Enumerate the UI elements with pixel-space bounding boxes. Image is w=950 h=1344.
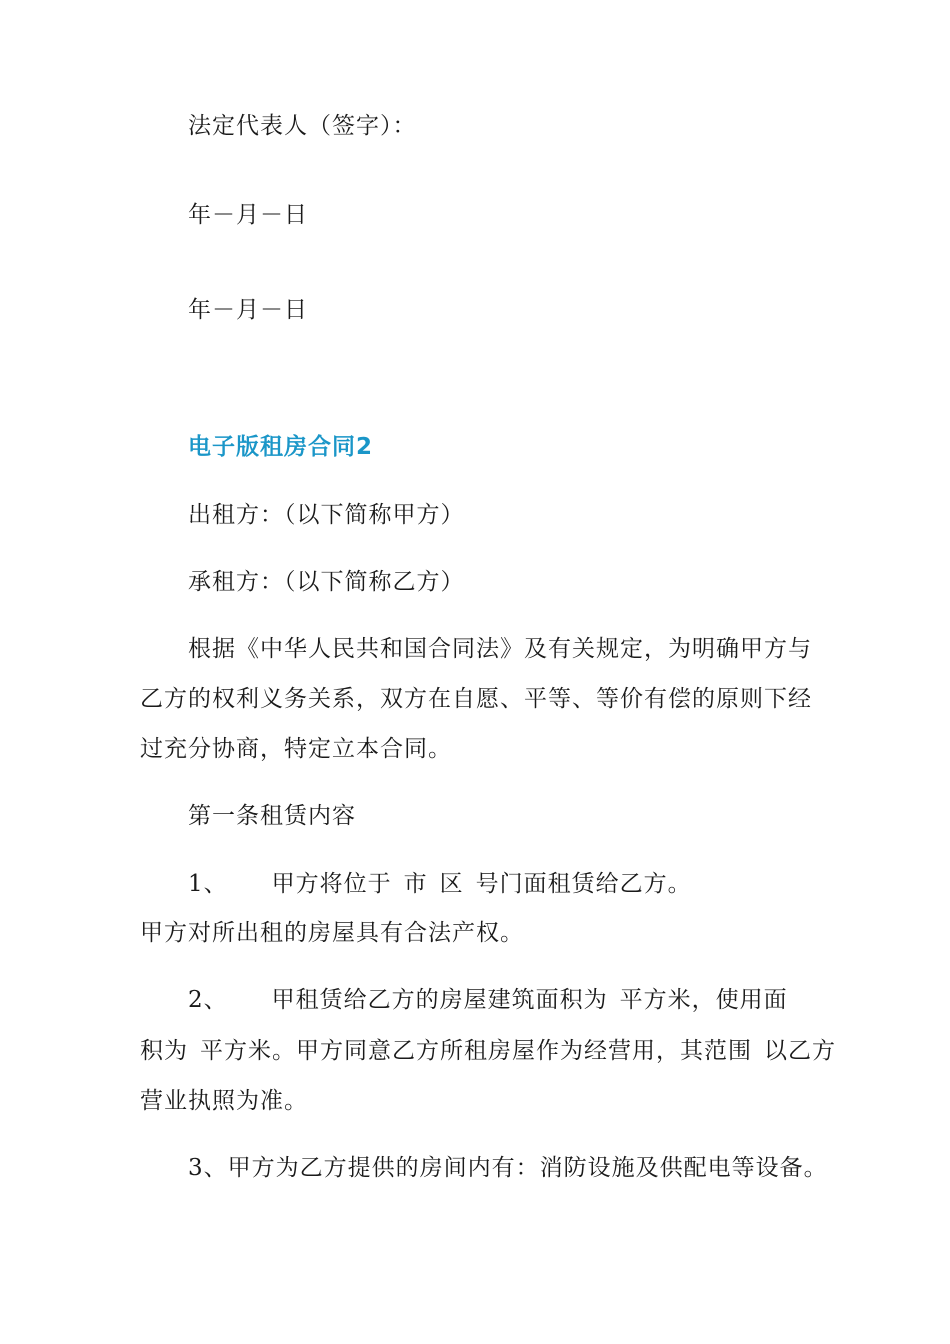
- item-text: 号门面租赁给乙方。: [475, 871, 692, 897]
- item-1-line: [188, 869, 692, 899]
- section-title: 电子版租房合同2: [188, 434, 374, 460]
- item-number: 2、: [188, 987, 228, 1013]
- item-1-continuation: 甲方对所出租的房屋具有合法产权。: [140, 920, 524, 946]
- article-title: 第一条租赁内容: [188, 803, 356, 829]
- item-text: 积为: [140, 1038, 188, 1064]
- item-text: 甲方将位于: [271, 871, 392, 897]
- item-text: 市: [403, 871, 428, 897]
- item-2-continuation: 营业执照为准。: [140, 1088, 308, 1114]
- lessee-line: 承租方：（以下简称乙方）: [188, 569, 465, 595]
- item-3-line: 3、甲方为乙方提供的房间内有：消防设施及供配电等设备。: [188, 1155, 828, 1181]
- item-number: 1、: [188, 871, 228, 897]
- item-text: 平方米，使用面: [619, 987, 788, 1013]
- date-line: 年－月－日: [188, 202, 308, 228]
- item-text: 区: [439, 871, 464, 897]
- signature-line: 法定代表人（签字）：: [188, 113, 417, 139]
- date-line: 年－月－日: [188, 297, 308, 323]
- item-text: 平方米。甲方同意乙方所租房屋作为经营用，其范围: [200, 1038, 752, 1064]
- preamble-line: 乙方的权利义务关系，双方在自愿、平等、等价有偿的原则下经: [140, 686, 812, 712]
- preamble-line: 过充分协商，特定立本合同。: [140, 736, 452, 762]
- item-2-line: [188, 985, 788, 1015]
- item-text: 以乙方: [764, 1038, 836, 1064]
- preamble-line: 根据《中华人民共和国合同法》及有关规定，为明确甲方与: [188, 636, 812, 662]
- item-text: 甲租赁给乙方的房屋建筑面积为: [271, 987, 608, 1013]
- lessor-line: 出租方：（以下简称甲方）: [188, 502, 465, 528]
- item-2-continuation: [140, 1036, 836, 1066]
